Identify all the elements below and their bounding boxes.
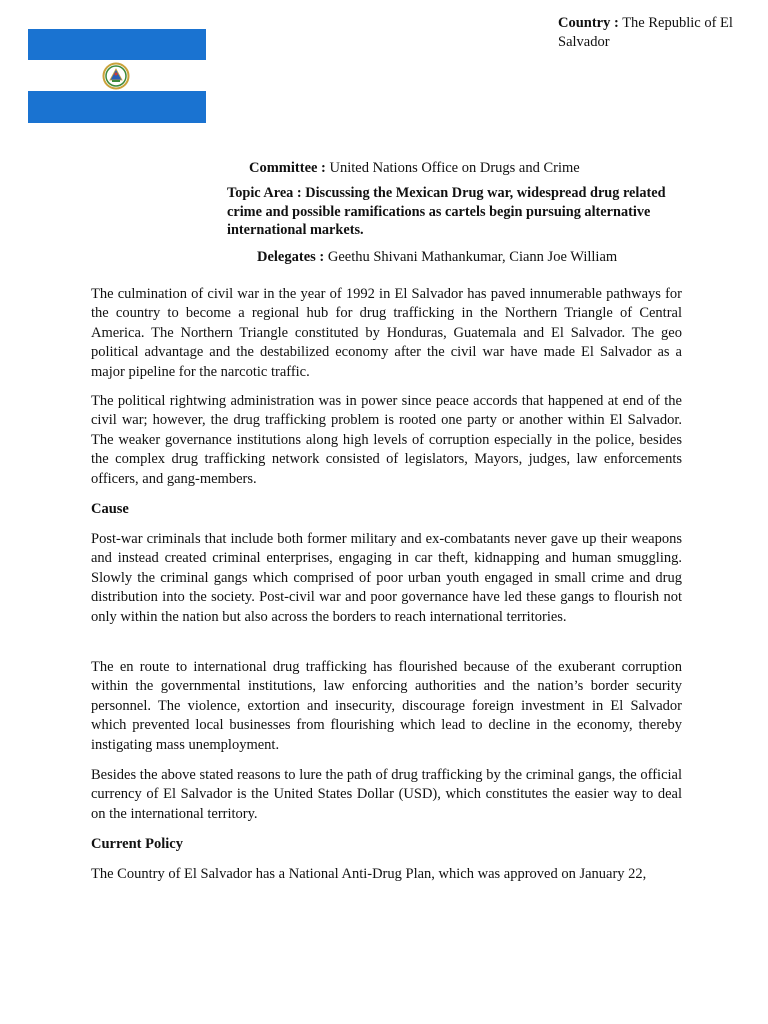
committee-label: Committee : bbox=[249, 160, 326, 176]
country-line bbox=[558, 14, 758, 52]
flag-top-band bbox=[28, 29, 206, 60]
delegates-line bbox=[257, 247, 737, 267]
heading-current-policy: Current Policy bbox=[91, 836, 183, 852]
flag-bottom-band bbox=[28, 91, 206, 123]
topic-area: Topic Area : Discussing the Mexican Drug war, widespread drug related crime and possible ramifications as cartels begin pursuing alternative international markets. bbox=[227, 185, 666, 238]
heading-cause: Cause bbox=[91, 501, 129, 517]
committee-line bbox=[249, 158, 729, 178]
paragraph-corruption: The en route to international drug trafficking has flourished because of the exuberant corruption within the governmental institutions, law enforcing authorities and the nation’s border security personnel. The violence, extortion and insecurity, discourage foreign investment in El Salvador which prevented local businesses from flourishing which lead to decline in the economy, thereby instigating mass unemployment. bbox=[91, 659, 682, 753]
paragraph-cause: Post-war criminals that include both former military and ex-combatants never gave up their weapons and instead created criminal enterprises, engaging in car theft, kidnapping and human smuggling. Slowly the criminal gangs which comprised of poor urban youth engaged in small crime and drug distribution into the society. Post-civil war and poor governance have led these gangs to flourish not only within the nation but also across the borders to reach international territories. bbox=[91, 531, 682, 625]
paragraph-intro: The culmination of civil war in the year of 1992 in El Salvador has paved innumerable pathways for the country to become a regional hub for drug trafficking in the Northern Triangle of Central America. The Northern Triangle constituted by Honduras, Guatemala and El Salvador. The geo political advantage and the destabilized economy after the civil war have made El Salvador as a major pipeline for the narcotic traffic. bbox=[91, 286, 682, 380]
paragraph-political: The political rightwing administration was in power since peace accords that happened at end of the civil war; however, the drug trafficking problem is rooted one party or another within El Salvador. The weaker governance institutions along high levels of corruption especially in the police, besides the complex drug trafficking network consisted of legislators, Mayors, judges, law enforcements officers, and gang-members. bbox=[91, 393, 682, 487]
delegates-label: Delegates : bbox=[257, 249, 325, 265]
country-label: Country : bbox=[558, 15, 619, 31]
country-value: The Republic of El Salvador bbox=[558, 15, 733, 50]
paragraph-policy: The Country of El Salvador has a National Anti-Drug Plan, which was approved on January 22, bbox=[91, 866, 647, 882]
paragraph-currency: Besides the above stated reasons to lure the path of drug trafficking by the criminal gangs, the official currency of El Salvador is the United States Dollar (USD), which constitutes the easier way to deal on the international territory. bbox=[91, 767, 682, 822]
delegates-value: Geethu Shivani Mathankumar, Ciann Joe William bbox=[327, 249, 618, 265]
el-salvador-flag bbox=[28, 29, 206, 123]
coat-of-arms-icon bbox=[100, 62, 132, 90]
committee-value: United Nations Office on Drugs and Crime bbox=[329, 160, 580, 176]
